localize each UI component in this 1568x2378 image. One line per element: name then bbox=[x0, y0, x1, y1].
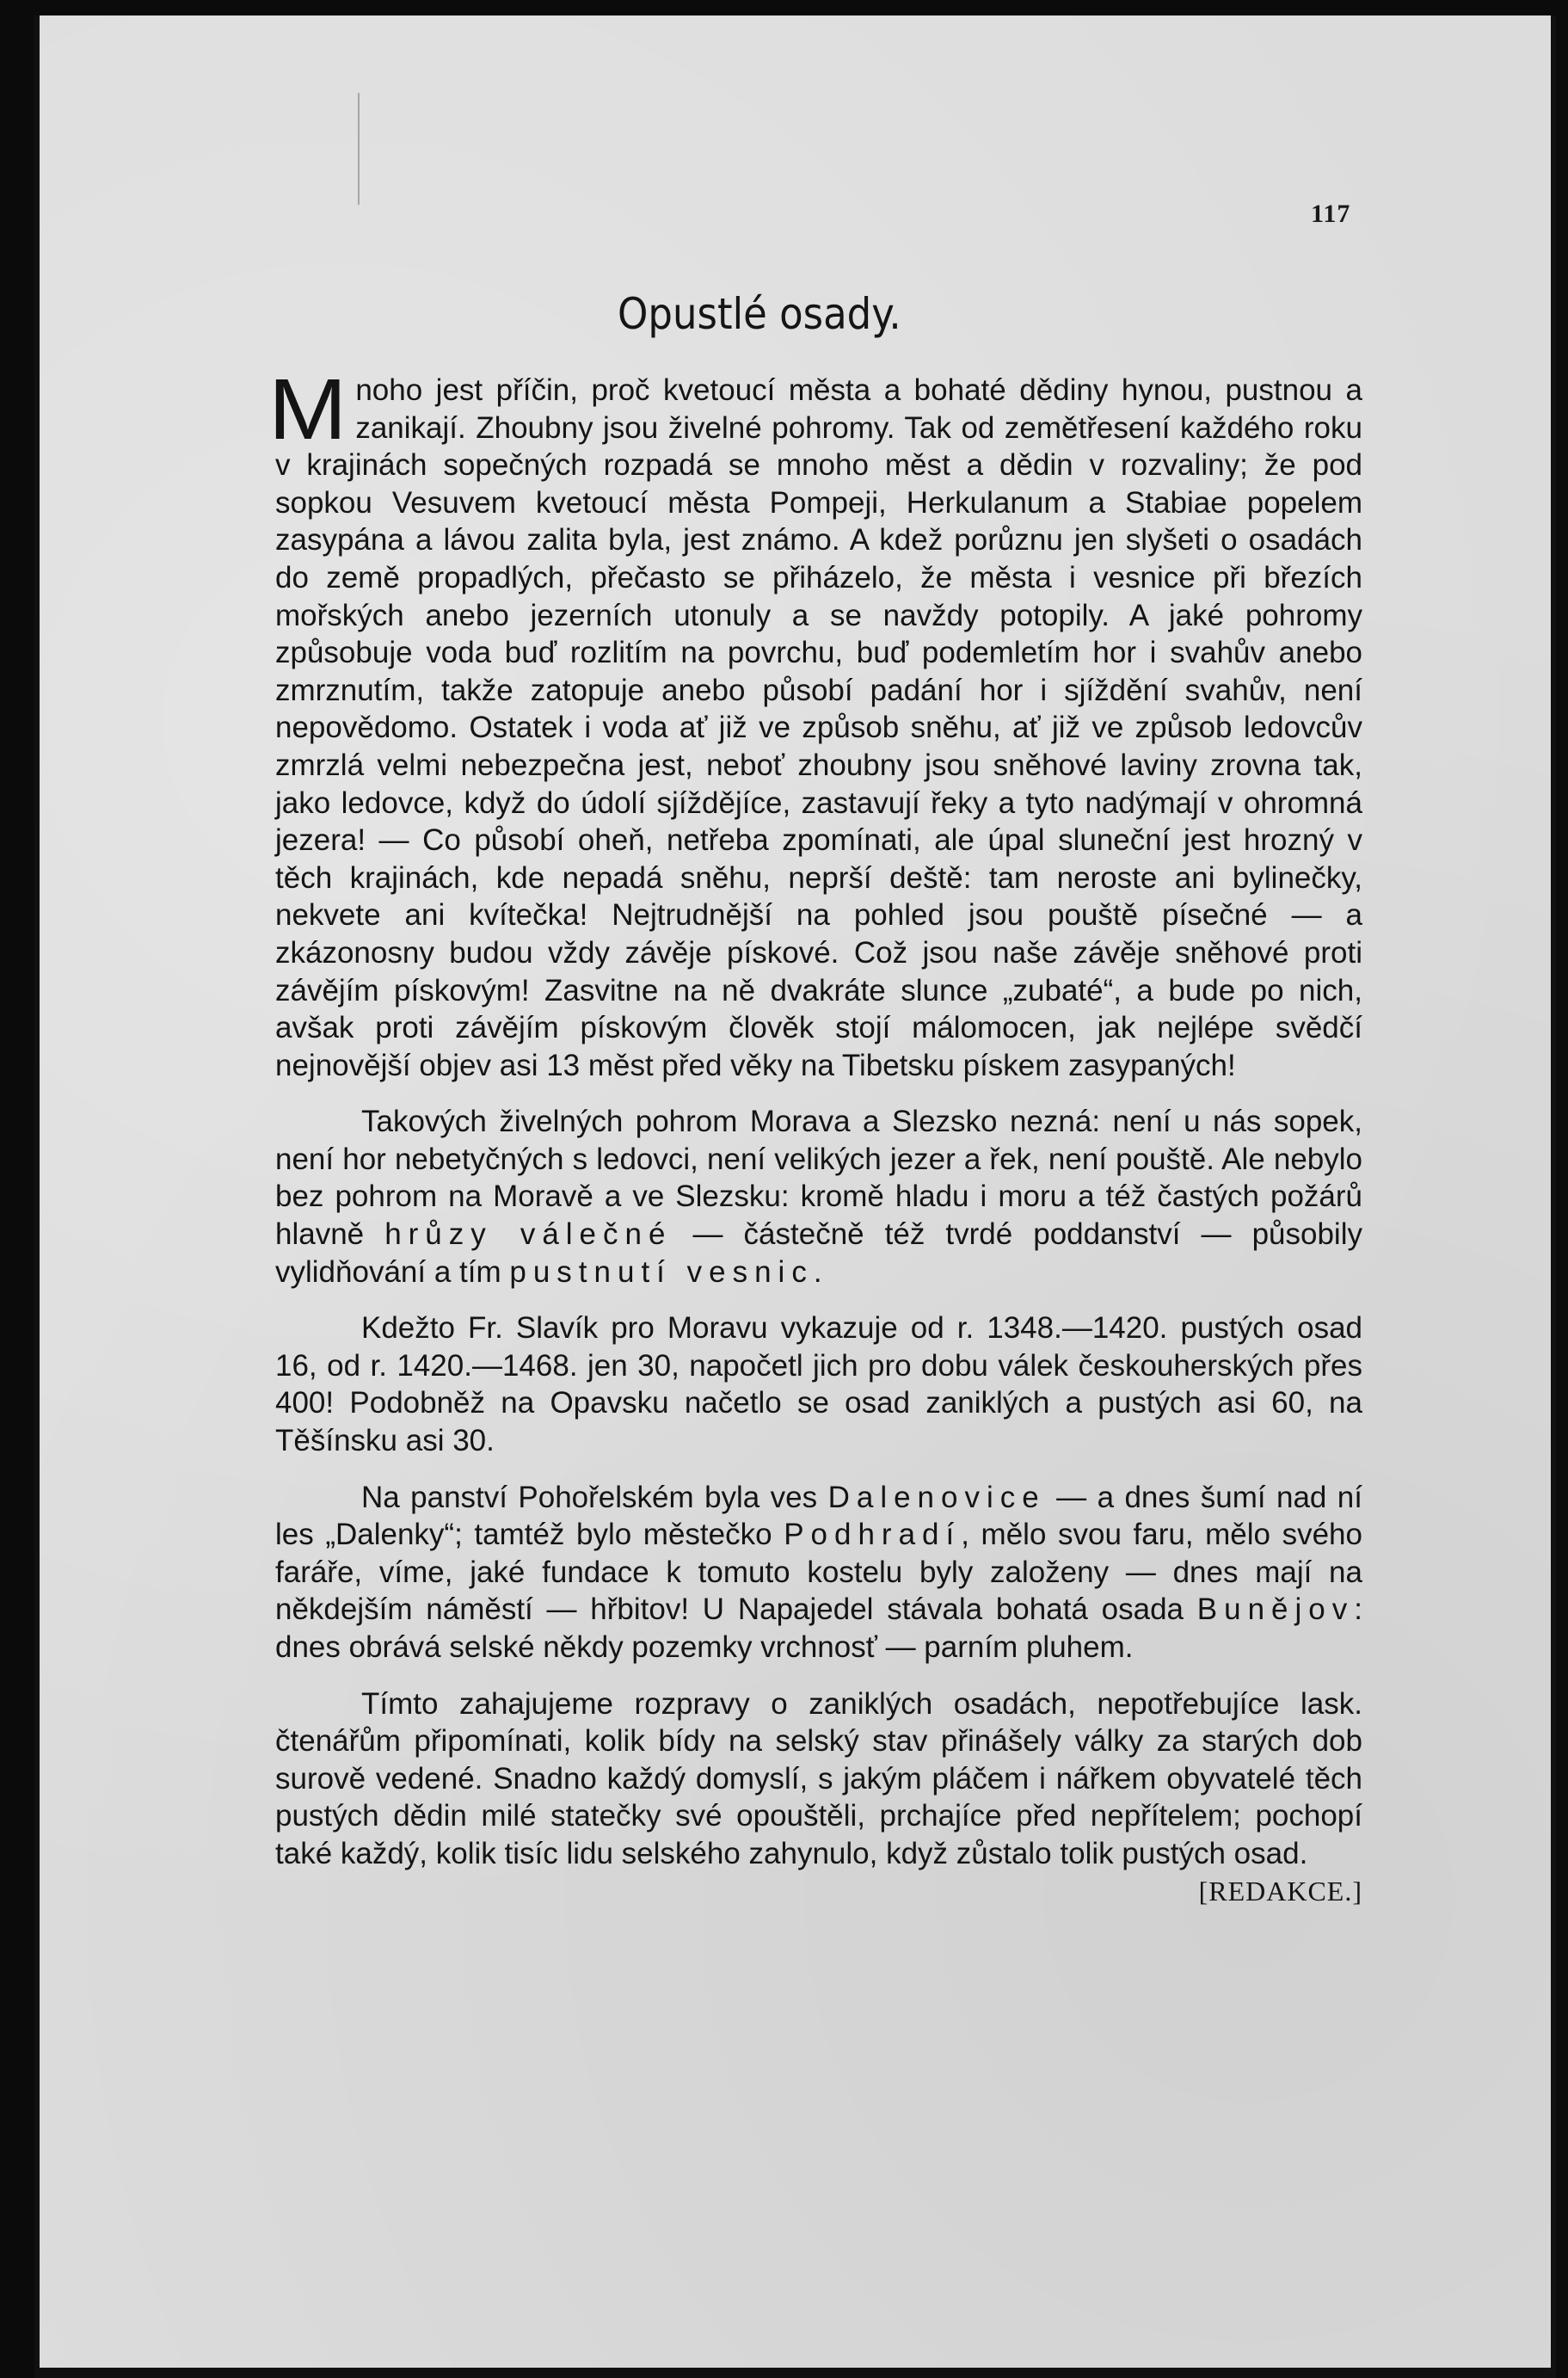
spaced-emphasis-desolation: pustnutí vesnic bbox=[509, 1254, 814, 1289]
paragraph-5 bbox=[275, 1685, 1362, 1911]
editorial-signature: [REDAKCE.] bbox=[1198, 1875, 1362, 1907]
scan-artifact-line bbox=[358, 93, 360, 205]
paragraph-5-text: Tímto zahajujeme rozpravy o zaniklých osadách, nepotřebujíce lask. čtenářům připomínati, kolik bídy na selský stav přinášely války za starých dob surově vedené. Snadno každý domyslí, s jakým pláčem i nářkem obyvatelé těch pustých dědin milé statečky své opouštěli, prchajíce před nepřítelem; pochopí také každý, kolik tisíc lidu selského zahynulo, když zůstalo tolik pustých osad. bbox=[275, 1686, 1362, 1870]
spaced-place-dalenovice: Dalenovice bbox=[827, 1480, 1046, 1514]
article-title: Opustlé osady. bbox=[618, 289, 901, 339]
paragraph-2-text-c: . bbox=[813, 1254, 822, 1289]
paragraph-2-text-b: — částečně též tvrdé poddanství — působily vylidňování a tím bbox=[275, 1217, 1362, 1289]
page-number: 117 bbox=[1311, 200, 1351, 228]
paragraph-4-text-d: : dnes obrává selské někdy pozemky vrchnosť — parním pluhem. bbox=[275, 1593, 1362, 1664]
spaced-emphasis-war: hrůzy válečné bbox=[384, 1217, 673, 1252]
paragraph-1-text: noho jest příčin, proč kvetoucí města a bohaté dědiny hynou, pustnou a zanikají. Zhoubny jsou živelné pohromy. Tak od zemětřesení každého roku v krajinách sopečných rozpadá se mnoho měst a dědin v rozvaliny; že pod sopkou Vesuvem kvetoucí města Pompeji, Herkulanum a Stabiae popelem zasypána a lávou zalita byla, jest známo. A kdež porůznu jen slyšeti o osadách do země propadlých, přečasto se přiházelo, že města i vesnice při březích mořských anebo jezerních utonuly a se navždy potopily. A jaké pohromy způsobuje voda buď rozlitím na povrchu, buď podemletím hor i svahův anebo zmrznutím, takže zatopuje anebo působí padání hor i sjíždění svahův, není nepovědomo. Ostatek i voda ať již ve způsob sněhu, ať již ve způsob ledovcův zmrzlá velmi nebezpečna jest, neboť zhoubny jsou sněhové laviny zrovna tak, jako ledovce, když do údolí sjíždějíce, zastavují řeky a tyto nadýmají v ohromná jezera! — Co působí oheň, netřeba zpomínati, ale úpal sluneční jest hrozný v těch krajinách, kde nepadá sněhu, neprší deště: tam neroste ani bylinečky, nekvete ani kvítečka! Nejtrudnější na pohled jsou pouště písečné — a zkázonosny budou vždy závěje pískové. Což jsou naše závěje sněhové proti závějím pískovým! Zasvitne na ně dvakráte slunce „zubaté“, a bude po nich, avšak proti závějím pískovým člověk stojí málomocen, jak nejlépe svědčí nejnovější objev asi 13 měst před věky na Tibetsku pískem zasypaných! bbox=[275, 373, 1362, 1082]
scan-border-right bbox=[1556, 0, 1568, 2378]
scan-border-left bbox=[0, 0, 34, 2378]
book-page bbox=[40, 15, 1551, 2368]
paragraph-4 bbox=[275, 1479, 1362, 1666]
paragraph-4-text-a: Na panství Pohořelském byla ves bbox=[361, 1480, 818, 1514]
spaced-place-podhradi: Podhradí bbox=[784, 1518, 962, 1552]
paragraph-1 bbox=[267, 361, 1362, 1084]
paragraph-3-text: Kdežto Fr. Slavík pro Moravu vykazuje od r. 1348.—1420. pustých osad 16, od r. 1420.—1468. jen 30, napočetl jich pro dobu válek českouherských přes 400! Podobněž na Opavsku načetlo se osad zaniklých a pustých asi 60, na Těšínsku asi 30. bbox=[275, 1311, 1362, 1458]
paragraph-2 bbox=[275, 1103, 1362, 1291]
paragraph-2-text-a: Takových živelných pohrom Morava a Slezsko nezná: není u nás sopek, není hor nebetyčných s ledovci, není velikých jezer a řek, není pouště. Ale nebylo bez pohrom na Moravě a ve Slezsku: kromě hladu i moru a též častých požárů hlavně bbox=[275, 1105, 1362, 1252]
scan-border-top bbox=[0, 0, 1568, 15]
paragraph-3 bbox=[275, 1309, 1362, 1459]
spaced-place-bunejov: Bunějov bbox=[1196, 1593, 1355, 1627]
article-body bbox=[267, 361, 1362, 1910]
paragraph-4-text-c: , mělo svou faru, mělo svého faráře, víme, jaké fundace k tomuto kostelu byly založeny — dnes mají na někdejším náměstí — hřbitov! U Napajedel stávala bohatá osada bbox=[275, 1518, 1362, 1627]
drop-cap: M bbox=[267, 361, 347, 458]
paragraph-4-text-b: — a dnes šumí nad ní les „Dalenky“; tamtéž bylo městečko bbox=[275, 1480, 1362, 1552]
